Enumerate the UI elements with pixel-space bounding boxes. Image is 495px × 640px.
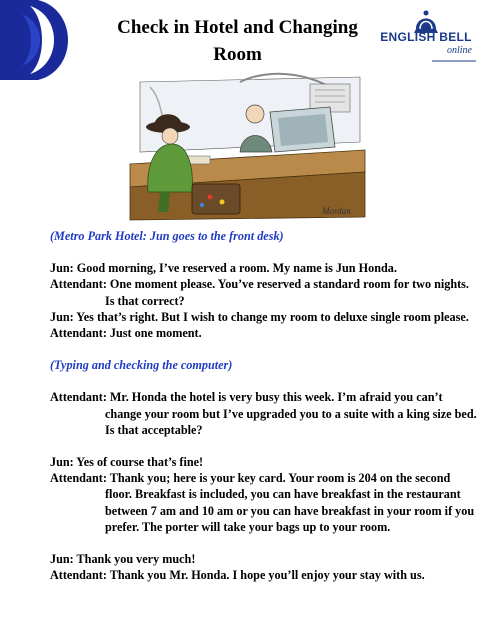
dialogue-line: Attendant: Thank you Mr. Honda. I hope you’ll enjoy your stay with us. [50,568,425,583]
dialogue [50,228,480,583]
illustration-signature: Mordan [322,206,351,216]
hotel-front-desk-illustration [120,72,370,222]
dialogue-line: Jun: Yes that’s right. But I wish to change my room to deluxe single room please. [50,309,469,324]
title-line-2: Room [213,44,262,65]
dialogue-line: Jun: Good morning, I’ve reserved a room. My name is Jun Honda. [50,261,397,276]
dialogue-line: Attendant: Just one moment. [50,326,202,341]
stage-direction: (Metro Park Hotel: Jun goes to the front desk) [50,229,284,243]
stage-direction: (Typing and checking the computer) [50,358,233,373]
page-title [95,14,380,68]
logo-sub-text: online [447,45,472,56]
dialogue-line: Jun: Thank you very much! [50,552,196,567]
dialogue-line: Jun: Yes of course that’s fine! [50,455,204,470]
title-line-1: Check in Hotel and Changing [117,17,358,38]
dialogue-line: Attendant: Thank you; here is your key card. Your room is 204 on the second floor. Breakfast is included, you can have breakfast in the restaurant between 7 am and 10 am or you can have breakfast in your room if you prefer. The porter will take your bags up to your room. [50,471,475,534]
dialogue-line: Attendant: Mr. Honda the hotel is very busy this week. I’m afraid you can’t change your room but I’ve upgraded you to a suite with a king size bed. Is that acceptable? [50,390,477,437]
dialogue-line: Attendant: One moment please. You’ve reserved a standard room for two nights. Is that correct? [50,277,469,308]
logo-brand-text: ENGLISH BELL [380,30,472,44]
corner-decoration [0,0,80,80]
